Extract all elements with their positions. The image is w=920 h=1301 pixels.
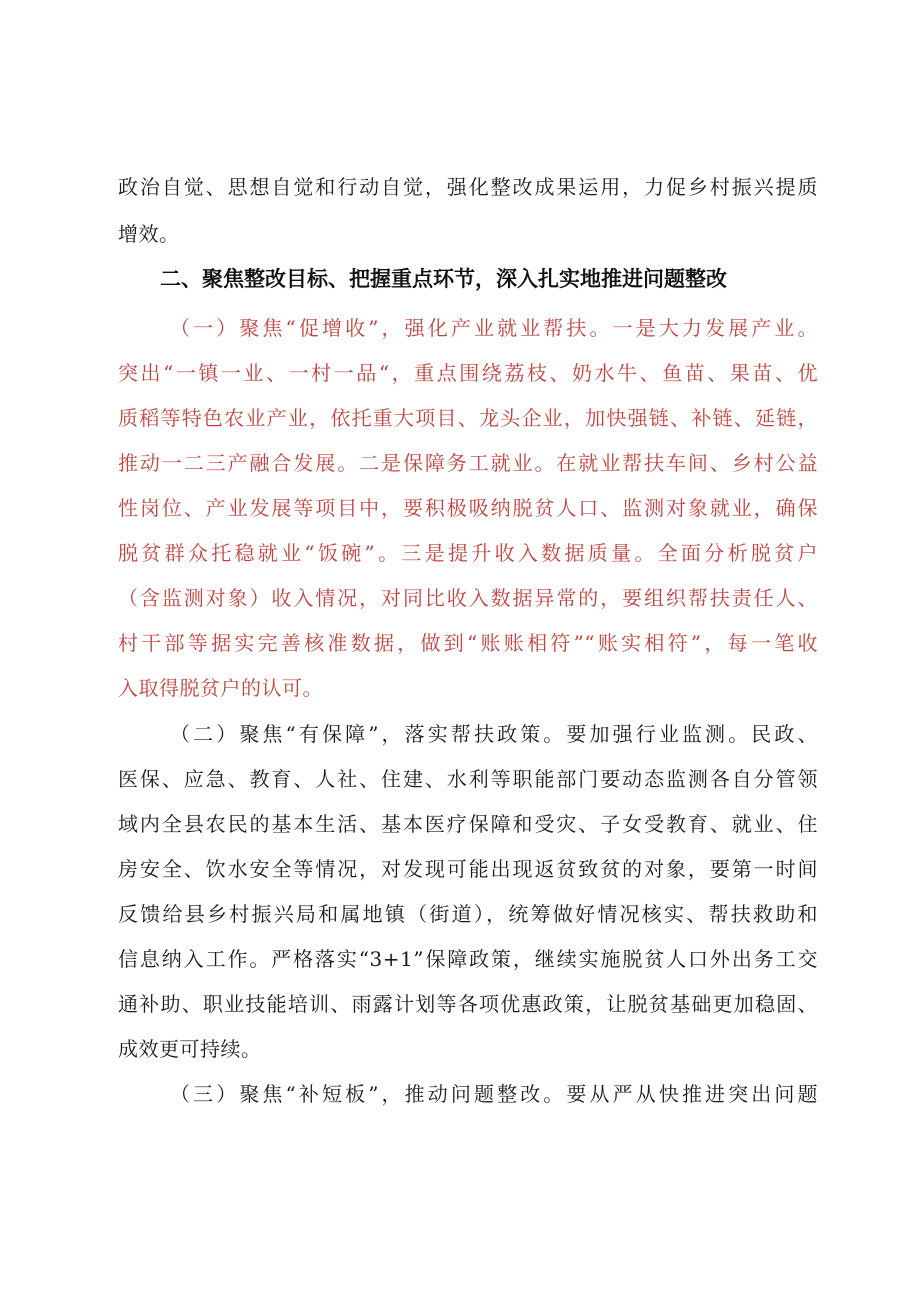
section1-line-2: 突出“一镇一业、一村一品“，重点围绕荔枝、奶水牛、鱼苗、果苗、优	[118, 361, 818, 385]
section2-line-1: （二）聚焦“有保障”，落实帮扶政策。要加强行业监测。民政、	[170, 722, 818, 746]
section1-line-9: 入取得脱贫户的认可。	[118, 676, 323, 700]
section1-line-4: 推动一二三产融合发展。二是保障务工就业。在就业帮扶车间、乡村公益	[118, 451, 818, 475]
section2-line-5: 反馈给县乡村振兴局和属地镇（街道），统筹做好情况核实、帮扶救助和	[118, 902, 818, 926]
section1-line-8: 村干部等据实完善核准数据，做到“账账相符”“账实相符”，每一笔收	[118, 631, 818, 655]
section2-line-6: 信息纳入工作。严格落实“3+1”保障政策，继续实施脱贫人口外出务工交	[118, 947, 818, 971]
section1-line-5: 性岗位、产业发展等项目中，要积极吸纳脱贫人口、监测对象就业，确保	[118, 496, 818, 520]
section2-line-8: 成效更可持续。	[118, 1037, 262, 1061]
section1-line-1: （一）聚焦“促增收”，强化产业就业帮扶。一是大力发展产业。	[170, 316, 818, 340]
section2-line-2: 医保、应急、教育、人社、住建、水利等职能部门要动态监测各自分管领	[118, 767, 818, 791]
section3-line-1: （三）聚焦“补短板”，推动问题整改。要从严从快推进突出问题	[170, 1082, 818, 1106]
section2-line-7: 通补助、职业技能培训、雨露计划等各项优惠政策，让脱贫基础更加稳固、	[118, 992, 818, 1016]
section1-line-6: 脱贫群众托稳就业“饭碗”。三是提升收入数据质量。全面分析脱贫户	[118, 541, 818, 565]
intro-line-2: 增效。	[118, 222, 180, 246]
intro-line-1: 政治自觉、思想自觉和行动自觉，强化整改成果运用，力促乡村振兴提质	[118, 175, 818, 199]
section1-line-7: （含监测对象）收入情况，对同比收入数据异常的，要组织帮扶责任人、	[118, 586, 818, 610]
section1-line-3: 质稻等特色农业产业，依托重大项目、龙头企业，加快强链、补链、延链，	[118, 406, 818, 430]
section2-line-3: 域内全县农民的基本生活、基本医疗保障和受灾、子女受教育、就业、住	[118, 812, 818, 836]
section-heading: 二、聚焦整改目标、把握重点环节，深入扎实地推进问题整改	[160, 267, 727, 291]
section2-line-4: 房安全、饮水安全等情况，对发现可能出现返贫致贫的对象，要第一时间	[118, 857, 818, 881]
